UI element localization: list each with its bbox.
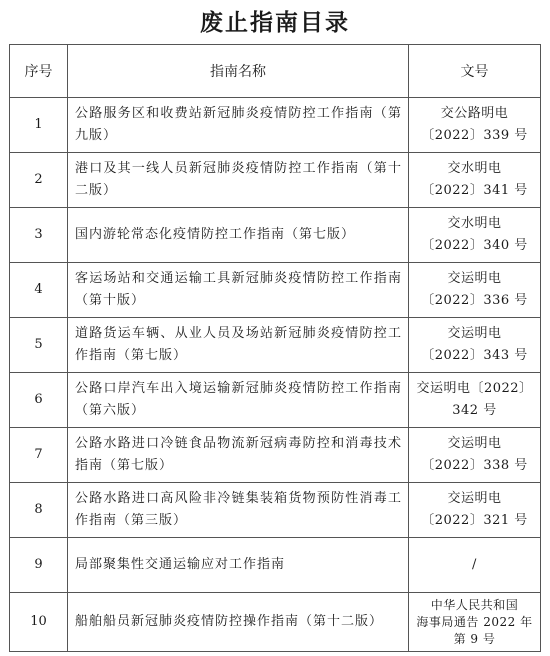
row-index: 2: [10, 153, 68, 208]
doc-line: 交运明电: [447, 326, 502, 341]
table-row: [10, 153, 541, 208]
table-row: [10, 208, 541, 263]
row-doc: [409, 98, 541, 153]
row-name: 客运场站和交通运输工具新冠肺炎疫情防控工作指南（第十版）: [68, 263, 409, 318]
row-doc: [409, 153, 541, 208]
row-index: 6: [10, 373, 68, 428]
row-name: 港口及其一线人员新冠肺炎疫情防控工作指南（第十二版）: [68, 153, 409, 208]
row-name: 公路口岸汽车出入境运输新冠肺炎疫情防控工作指南（第六版）: [68, 373, 409, 428]
row-doc: [409, 538, 541, 593]
row-index: 1: [10, 98, 68, 153]
row-doc: [409, 593, 541, 652]
row-doc: [409, 373, 541, 428]
row-index: 5: [10, 318, 68, 373]
row-doc: [409, 263, 541, 318]
doc-line: 交运明电: [447, 271, 502, 286]
table-row: [10, 428, 541, 483]
table-row: [10, 538, 541, 593]
table-header-row: [10, 45, 541, 98]
doc-line: 海事局通告 2022 年: [416, 614, 533, 629]
doc-line: 〔2022〕336 号: [421, 293, 528, 308]
row-name: 国内游轮常态化疫情防控工作指南（第七版）: [68, 208, 409, 263]
table-row: [10, 263, 541, 318]
doc-line: 交水明电: [447, 216, 502, 231]
row-index: 3: [10, 208, 68, 263]
row-name: 公路服务区和收费站新冠肺炎疫情防控工作指南（第九版）: [68, 98, 409, 153]
row-name: 道路货运车辆、从业人员及场站新冠肺炎疫情防控工作指南（第七版）: [68, 318, 409, 373]
row-index: 4: [10, 263, 68, 318]
row-doc: [409, 483, 541, 538]
table-row: [10, 593, 541, 652]
table-row: [10, 483, 541, 538]
doc-line: 交运明电: [447, 436, 502, 451]
row-name: 船舶船员新冠肺炎疫情防控操作指南（第十二版）: [68, 593, 409, 652]
doc-line: 〔2022〕321 号: [421, 513, 528, 528]
header-name: 指南名称: [68, 45, 409, 98]
doc-line: 〔2022〕338 号: [421, 458, 528, 473]
row-doc: [409, 208, 541, 263]
doc-line: 〔2022〕343 号: [421, 348, 528, 363]
doc-line: /: [472, 557, 477, 572]
doc-line: 交运明电〔2022〕: [416, 381, 533, 396]
doc-line: 〔2022〕339 号: [421, 128, 528, 143]
doc-line: 交公路明电: [440, 106, 509, 121]
row-name: 局部聚集性交通运输应对工作指南: [68, 538, 409, 593]
doc-line: 交运明电: [447, 491, 502, 506]
doc-line: 中华人民共和国: [430, 597, 519, 612]
table-row: [10, 373, 541, 428]
page-title: 废止指南目录: [200, 10, 350, 36]
doc-line: 〔2022〕340 号: [421, 238, 528, 253]
row-index: 8: [10, 483, 68, 538]
header-index: 序号: [10, 45, 68, 98]
row-name: 公路水路进口高风险非冷链集装箱货物预防性消毒工作指南（第三版）: [68, 483, 409, 538]
doc-line: 第 9 号: [453, 631, 496, 646]
row-doc: [409, 428, 541, 483]
row-index: 7: [10, 428, 68, 483]
doc-line: 342 号: [452, 403, 497, 418]
doc-line: 〔2022〕341 号: [421, 183, 528, 198]
repealed-guidelines-table: [9, 44, 541, 652]
doc-line: 交水明电: [447, 161, 502, 176]
row-name: 公路水路进口冷链食品物流新冠病毒防控和消毒技术指南（第七版）: [68, 428, 409, 483]
row-index: 10: [10, 593, 68, 652]
table-row: [10, 318, 541, 373]
table-row: [10, 98, 541, 153]
row-doc: [409, 318, 541, 373]
row-index: 9: [10, 538, 68, 593]
header-doc: 文号: [409, 45, 541, 98]
